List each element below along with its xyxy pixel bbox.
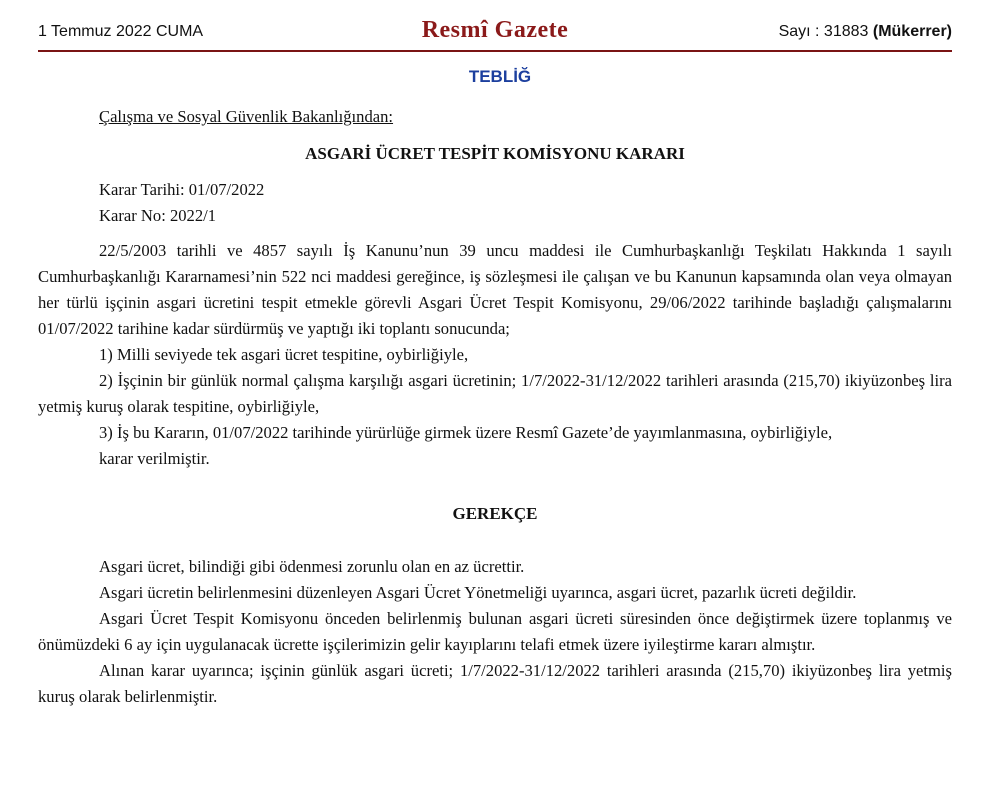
rationale-paragraph: Asgari ücretin belirlenmesini düzenleyen Asgari Ücret Yönetmeliği uyarınca, asgari ücret, pazarlık ücreti değildir. [99, 583, 857, 602]
gazette-header [38, 18, 952, 52]
publication-date: 1 Temmuz 2022 CUMA [38, 23, 204, 40]
decision-item: 3) İş bu Kararın, 01/07/2022 tarihinde yürürlüğe girmek üzere Resmî Gazete’de yayımlanmasına, oybirliğiyle, [99, 423, 833, 442]
decision-meta [38, 177, 952, 229]
issue-number [779, 23, 952, 41]
rationale-paragraph: Asgari Ücret Tespit Komisyonu önceden belirlenmiş bulunan asgari ücreti süresinden önce değiştirmek üzere toplanmış ve önümüzdeki 6 ay için uygulanacak ücrette işçilerimizin gelir kayıplarını telafi etmek üzere iyileştirme kararı almıştır. [38, 609, 952, 654]
decision-item: 2) İşçinin bir günlük normal çalışma karşılığı asgari ücretinin; 1/7/2022-31/12/2022 tarihleri arasında (215,70) ikiyüzonbeş lira yetmiş kuruş olarak tespitine, oybirliğiyle, [38, 371, 952, 416]
rationale-paragraph: Alınan karar uyarınca; işçinin günlük asgari ücreti; 1/7/2022-31/12/2022 tarihleri arasında (215,70) ikiyüzonbeş lira yetmiş kuruş olarak belirlenmiştir. [38, 661, 952, 706]
section-heading: TEBLİĞ [468, 67, 532, 86]
ministry-line: Çalışma ve Sosyal Güvenlik Bakanlığından: [99, 107, 394, 126]
gazette-title: Resmî Gazete [421, 17, 569, 43]
document-body [38, 104, 952, 710]
body-paragraph: 22/5/2003 tarihli ve 4857 sayılı İş Kanunu’nun 39 uncu maddesi ile Cumhurbaşkanlığı Teşkilatı Hakkında 1 sayılı Cumhurbaşkanlığı Kararnamesi’nin 522 nci maddesi gereğince, iş sözleşmesi ile çalışan ve bu Kanunun kapsamında olan veya olmayan her türlü işçinin asgari ücretini tespit etmekle görevli Asgari Ücret Tespit Komisyonu, 29/06/2022 tarihinde başladığı çalışmalarını 01/07/2022 tarihine kadar sürdürmüş ve yaptığı iki toplantı sonucunda; [38, 241, 952, 338]
document-title: ASGARİ ÜCRET TESPİT KOMİSYONU KARARI [305, 144, 685, 163]
decision-date: Karar Tarihi: 01/07/2022 [99, 180, 265, 199]
decision-item: 1) Milli seviyede tek asgari ücret tespitine, oybirliğiyle, [99, 345, 469, 364]
rationale-paragraph: Asgari ücret, bilindiği gibi ödenmesi zorunlu olan en az ücrettir. [99, 557, 525, 576]
issue-number-label: Sayı : 31883 [778, 23, 873, 40]
decision-number: Karar No: 2022/1 [99, 206, 217, 225]
rationale-block [38, 554, 952, 710]
closing-line: karar verilmiştir. [99, 449, 210, 468]
issue-supplement-label: (Mükerrer) [872, 23, 952, 40]
rationale-heading: GEREKÇE [452, 504, 538, 523]
